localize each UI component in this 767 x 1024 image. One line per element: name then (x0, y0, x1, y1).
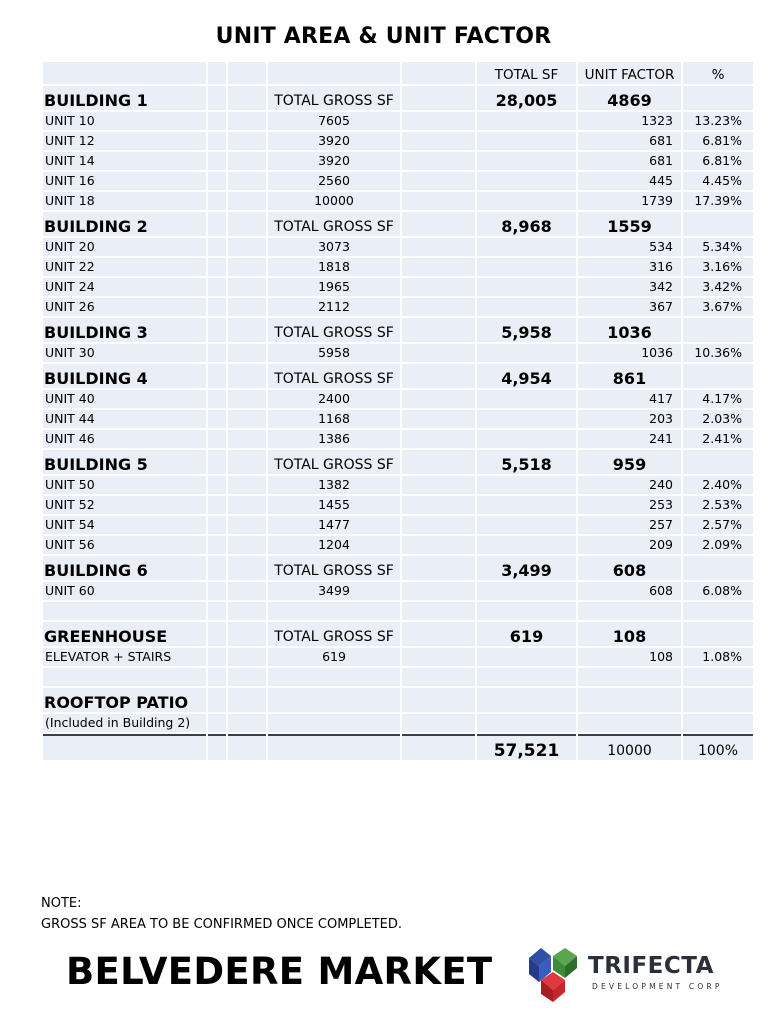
empty-cell (228, 318, 266, 344)
note-block (41, 893, 402, 935)
unit-factor: 342 (578, 278, 681, 298)
unit-percent: 10.36% (683, 344, 753, 364)
empty-cell (477, 668, 576, 688)
empty-cell (208, 536, 226, 556)
unit-name: UNIT 60 (43, 582, 206, 602)
unit-percent: 5.34% (683, 238, 753, 258)
building-unit-factor: 1036 (578, 318, 681, 344)
empty-cell (477, 278, 576, 298)
empty-cell (208, 688, 226, 714)
unit-area-table (41, 62, 755, 762)
empty-cell (208, 622, 226, 648)
table-body (43, 62, 753, 762)
empty-cell (402, 516, 475, 536)
building-total-sf: 28,005 (477, 86, 576, 112)
empty-cell (208, 496, 226, 516)
unit-gross-sf: 1965 (268, 278, 400, 298)
empty-cell (208, 582, 226, 602)
header-unit-factor: UNIT FACTOR (578, 62, 681, 86)
building-name: BUILDING 4 (43, 364, 206, 390)
empty-cell (683, 622, 753, 648)
header-total-sf: TOTAL SF (477, 62, 576, 86)
empty-cell (208, 390, 226, 410)
empty-cell (402, 668, 475, 688)
unit-row (43, 582, 753, 602)
empty-cell (268, 714, 400, 734)
empty-cell (402, 172, 475, 192)
unit-row (43, 298, 753, 318)
unit-percent: 13.23% (683, 112, 753, 132)
empty-cell (402, 430, 475, 450)
empty-cell (402, 212, 475, 238)
building-total-sf: 4,954 (477, 364, 576, 390)
empty-cell (228, 86, 266, 112)
unit-gross-sf: 1477 (268, 516, 400, 536)
unit-percent: 2.41% (683, 430, 753, 450)
unit-name: UNIT 22 (43, 258, 206, 278)
empty-cell (208, 556, 226, 582)
empty-cell (683, 212, 753, 238)
empty-cell (578, 714, 681, 734)
building-unit-factor: 1559 (578, 212, 681, 238)
empty-cell (683, 714, 753, 734)
empty-cell (228, 390, 266, 410)
unit-factor: 608 (578, 582, 681, 602)
empty-cell (208, 344, 226, 364)
empty-cell (402, 622, 475, 648)
unit-factor: 367 (578, 298, 681, 318)
greenhouse-unit-factor: 108 (578, 622, 681, 648)
unit-factor: 316 (578, 258, 681, 278)
unit-percent: 17.39% (683, 192, 753, 212)
empty-cell (402, 450, 475, 476)
grand-total-percent: 100% (683, 734, 753, 762)
empty-cell (477, 258, 576, 278)
spacer-row (43, 668, 753, 688)
building-total-label: TOTAL GROSS SF (268, 212, 400, 238)
empty-cell (477, 238, 576, 258)
unit-factor: 417 (578, 390, 681, 410)
empty-cell (208, 212, 226, 238)
unit-gross-sf: 1382 (268, 476, 400, 496)
empty-cell (402, 688, 475, 714)
building-name: BUILDING 6 (43, 556, 206, 582)
unit-factor: 681 (578, 132, 681, 152)
building-name: BUILDING 2 (43, 212, 206, 238)
unit-name: UNIT 14 (43, 152, 206, 172)
building-row (43, 86, 753, 112)
unit-name: UNIT 26 (43, 298, 206, 318)
unit-row (43, 410, 753, 430)
unit-factor: 240 (578, 476, 681, 496)
empty-cell (477, 390, 576, 410)
empty-cell (477, 152, 576, 172)
empty-cell (228, 602, 266, 622)
unit-row (43, 536, 753, 556)
empty-cell (402, 602, 475, 622)
unit-percent: 4.17% (683, 390, 753, 410)
unit-name: UNIT 30 (43, 344, 206, 364)
logo-subtitle: DEVELOPMENT CORP (592, 982, 723, 991)
unit-name: UNIT 40 (43, 390, 206, 410)
unit-row (43, 390, 753, 410)
empty-cell (683, 318, 753, 344)
unit-row (43, 278, 753, 298)
empty-cell (268, 734, 400, 762)
empty-cell (402, 390, 475, 410)
building-unit-factor: 861 (578, 364, 681, 390)
empty-cell (208, 152, 226, 172)
empty-cell (228, 132, 266, 152)
unit-row (43, 112, 753, 132)
empty-cell (228, 556, 266, 582)
empty-cell (228, 172, 266, 192)
empty-cell (683, 668, 753, 688)
rooftop-note: (Included in Building 2) (43, 714, 206, 734)
unit-row (43, 192, 753, 212)
unit-name: UNIT 52 (43, 496, 206, 516)
unit-factor: 209 (578, 536, 681, 556)
empty-cell (402, 152, 475, 172)
empty-cell (228, 410, 266, 430)
empty-cell (402, 258, 475, 278)
unit-gross-sf: 10000 (268, 192, 400, 212)
unit-percent: 6.81% (683, 152, 753, 172)
empty-cell (208, 298, 226, 318)
building-row (43, 450, 753, 476)
building-unit-factor: 4869 (578, 86, 681, 112)
unit-gross-sf: 3073 (268, 238, 400, 258)
empty-cell (477, 688, 576, 714)
empty-cell (228, 668, 266, 688)
unit-factor: 203 (578, 410, 681, 430)
empty-cell (228, 152, 266, 172)
empty-cell (477, 192, 576, 212)
empty-cell (477, 714, 576, 734)
empty-cell (208, 364, 226, 390)
empty-cell (228, 622, 266, 648)
unit-percent: 6.08% (683, 582, 753, 602)
unit-row (43, 430, 753, 450)
totals-row (43, 734, 753, 762)
greenhouse-total-sf: 619 (477, 622, 576, 648)
empty-cell (402, 132, 475, 152)
empty-cell (477, 516, 576, 536)
unit-row (43, 132, 753, 152)
empty-cell (208, 602, 226, 622)
empty-cell (208, 714, 226, 734)
note-heading: NOTE: (41, 896, 82, 911)
empty-cell (683, 688, 753, 714)
empty-cell (683, 86, 753, 112)
project-name: BELVEDERE MARKET (66, 950, 493, 993)
logo-wordmark: TRIFECTA (588, 953, 714, 979)
grand-total-factor: 10000 (578, 734, 681, 762)
empty-cell (208, 238, 226, 258)
empty-cell (208, 430, 226, 450)
empty-cell (402, 298, 475, 318)
unit-percent: 1.08% (683, 648, 753, 668)
unit-gross-sf: 1204 (268, 536, 400, 556)
building-total-label: TOTAL GROSS SF (268, 318, 400, 344)
unit-percent: 2.09% (683, 536, 753, 556)
unit-factor: 445 (578, 172, 681, 192)
unit-percent: 2.40% (683, 476, 753, 496)
empty-cell (578, 668, 681, 688)
empty-cell (477, 648, 576, 668)
unit-name: ELEVATOR + STAIRS (43, 648, 206, 668)
unit-factor: 253 (578, 496, 681, 516)
empty-cell (228, 192, 266, 212)
unit-percent: 3.16% (683, 258, 753, 278)
empty-cell (228, 364, 266, 390)
building-total-label: TOTAL GROSS SF (268, 86, 400, 112)
building-row (43, 622, 753, 648)
unit-factor: 681 (578, 152, 681, 172)
unit-name: UNIT 50 (43, 476, 206, 496)
empty-cell (683, 556, 753, 582)
empty-cell (208, 192, 226, 212)
empty-cell (402, 364, 475, 390)
empty-cell (208, 516, 226, 536)
spacer-row (43, 602, 753, 622)
unit-name: UNIT 12 (43, 132, 206, 152)
empty-cell (268, 688, 400, 714)
unit-name: UNIT 46 (43, 430, 206, 450)
unit-name: UNIT 24 (43, 278, 206, 298)
unit-gross-sf: 2400 (268, 390, 400, 410)
unit-percent: 2.53% (683, 496, 753, 516)
empty-cell (43, 734, 206, 762)
empty-cell (402, 112, 475, 132)
unit-row (43, 476, 753, 496)
building-total-sf: 3,499 (477, 556, 576, 582)
empty-cell (208, 668, 226, 688)
unit-gross-sf: 3499 (268, 582, 400, 602)
rooftop-name: ROOFTOP PATIO (43, 688, 206, 714)
empty-cell (208, 450, 226, 476)
empty-cell (228, 734, 266, 762)
empty-cell (477, 582, 576, 602)
unit-percent: 3.67% (683, 298, 753, 318)
unit-factor: 241 (578, 430, 681, 450)
empty-cell (228, 112, 266, 132)
empty-cell (228, 476, 266, 496)
empty-cell (477, 172, 576, 192)
empty-cell (208, 648, 226, 668)
empty-cell (477, 132, 576, 152)
empty-cell (477, 344, 576, 364)
empty-cell (228, 516, 266, 536)
empty-cell (578, 688, 681, 714)
header-row (43, 62, 753, 86)
unit-gross-sf: 3920 (268, 152, 400, 172)
empty-cell (683, 602, 753, 622)
empty-cell (477, 112, 576, 132)
unit-name: UNIT 56 (43, 536, 206, 556)
greenhouse-total-label: TOTAL GROSS SF (268, 622, 400, 648)
unit-percent: 6.81% (683, 132, 753, 152)
empty-cell (228, 430, 266, 450)
empty-cell (477, 298, 576, 318)
empty-cell (208, 132, 226, 152)
empty-cell (43, 668, 206, 688)
unit-gross-sf: 5958 (268, 344, 400, 364)
unit-gross-sf: 2560 (268, 172, 400, 192)
building-row (43, 318, 753, 344)
unit-percent: 2.03% (683, 410, 753, 430)
building-name: BUILDING 3 (43, 318, 206, 344)
building-name: BUILDING 5 (43, 450, 206, 476)
empty-cell (402, 556, 475, 582)
unit-name: UNIT 54 (43, 516, 206, 536)
building-total-label: TOTAL GROSS SF (268, 364, 400, 390)
unit-factor: 534 (578, 238, 681, 258)
empty-cell (208, 476, 226, 496)
empty-cell (228, 496, 266, 516)
greenhouse-name: GREENHOUSE (43, 622, 206, 648)
unit-row (43, 238, 753, 258)
empty-cell (402, 476, 475, 496)
empty-cell (477, 430, 576, 450)
unit-gross-sf: 1818 (268, 258, 400, 278)
empty-cell (477, 536, 576, 556)
empty-cell (402, 278, 475, 298)
empty-cell (402, 410, 475, 430)
empty-cell (228, 212, 266, 238)
empty-cell (208, 258, 226, 278)
empty-cell (477, 496, 576, 516)
unit-percent: 3.42% (683, 278, 753, 298)
unit-gross-sf: 1455 (268, 496, 400, 516)
empty-cell (208, 734, 226, 762)
unit-gross-sf: 2112 (268, 298, 400, 318)
empty-cell (228, 278, 266, 298)
empty-cell (228, 688, 266, 714)
unit-percent: 4.45% (683, 172, 753, 192)
building-total-sf: 8,968 (477, 212, 576, 238)
page-title: UNIT AREA & UNIT FACTOR (215, 24, 552, 49)
empty-cell (228, 582, 266, 602)
empty-cell (228, 238, 266, 258)
empty-cell (208, 172, 226, 192)
unit-name: UNIT 18 (43, 192, 206, 212)
unit-factor: 1323 (578, 112, 681, 132)
empty-cell (228, 450, 266, 476)
empty-cell (402, 648, 475, 668)
empty-cell (402, 536, 475, 556)
empty-cell (578, 602, 681, 622)
empty-cell (683, 450, 753, 476)
unit-gross-sf: 1386 (268, 430, 400, 450)
unit-factor: 1036 (578, 344, 681, 364)
empty-cell (477, 602, 576, 622)
rooftop-note-row (43, 714, 753, 734)
unit-row (43, 648, 753, 668)
unit-row (43, 172, 753, 192)
empty-cell (228, 344, 266, 364)
empty-cell (43, 602, 206, 622)
empty-cell (402, 344, 475, 364)
empty-cell (402, 734, 475, 762)
header-percent: % (683, 62, 753, 86)
building-row (43, 364, 753, 390)
empty-cell (228, 258, 266, 278)
empty-cell (402, 582, 475, 602)
empty-cell (402, 496, 475, 516)
unit-row (43, 152, 753, 172)
empty-cell (208, 278, 226, 298)
empty-cell (208, 112, 226, 132)
building-name: BUILDING 1 (43, 86, 206, 112)
note-text: GROSS SF AREA TO BE CONFIRMED ONCE COMPLETED. (41, 917, 403, 932)
unit-gross-sf: 1168 (268, 410, 400, 430)
unit-row (43, 344, 753, 364)
unit-gross-sf: 3920 (268, 132, 400, 152)
unit-gross-sf: 619 (268, 648, 400, 668)
empty-cell (477, 476, 576, 496)
empty-cell (402, 714, 475, 734)
building-unit-factor: 959 (578, 450, 681, 476)
empty-cell (402, 86, 475, 112)
empty-cell (683, 364, 753, 390)
unit-name: UNIT 44 (43, 410, 206, 430)
unit-name: UNIT 20 (43, 238, 206, 258)
building-row (43, 556, 753, 582)
unit-gross-sf: 7605 (268, 112, 400, 132)
building-total-label: TOTAL GROSS SF (268, 450, 400, 476)
unit-row (43, 516, 753, 536)
empty-cell (268, 602, 400, 622)
empty-cell (228, 298, 266, 318)
unit-percent: 2.57% (683, 516, 753, 536)
building-row (43, 212, 753, 238)
unit-name: UNIT 10 (43, 112, 206, 132)
building-unit-factor: 608 (578, 556, 681, 582)
unit-factor: 1739 (578, 192, 681, 212)
building-total-sf: 5,518 (477, 450, 576, 476)
unit-row (43, 258, 753, 278)
empty-cell (477, 410, 576, 430)
empty-cell (208, 318, 226, 344)
grand-total-sf: 57,521 (477, 734, 576, 762)
empty-cell (208, 410, 226, 430)
building-total-sf: 5,958 (477, 318, 576, 344)
unit-factor: 108 (578, 648, 681, 668)
unit-name: UNIT 16 (43, 172, 206, 192)
empty-cell (228, 648, 266, 668)
rooftop-row (43, 688, 753, 714)
empty-cell (402, 238, 475, 258)
empty-cell (268, 668, 400, 688)
empty-cell (228, 714, 266, 734)
building-total-label: TOTAL GROSS SF (268, 556, 400, 582)
empty-cell (402, 318, 475, 344)
empty-cell (228, 536, 266, 556)
empty-cell (208, 86, 226, 112)
empty-cell (402, 192, 475, 212)
unit-factor: 257 (578, 516, 681, 536)
unit-row (43, 496, 753, 516)
